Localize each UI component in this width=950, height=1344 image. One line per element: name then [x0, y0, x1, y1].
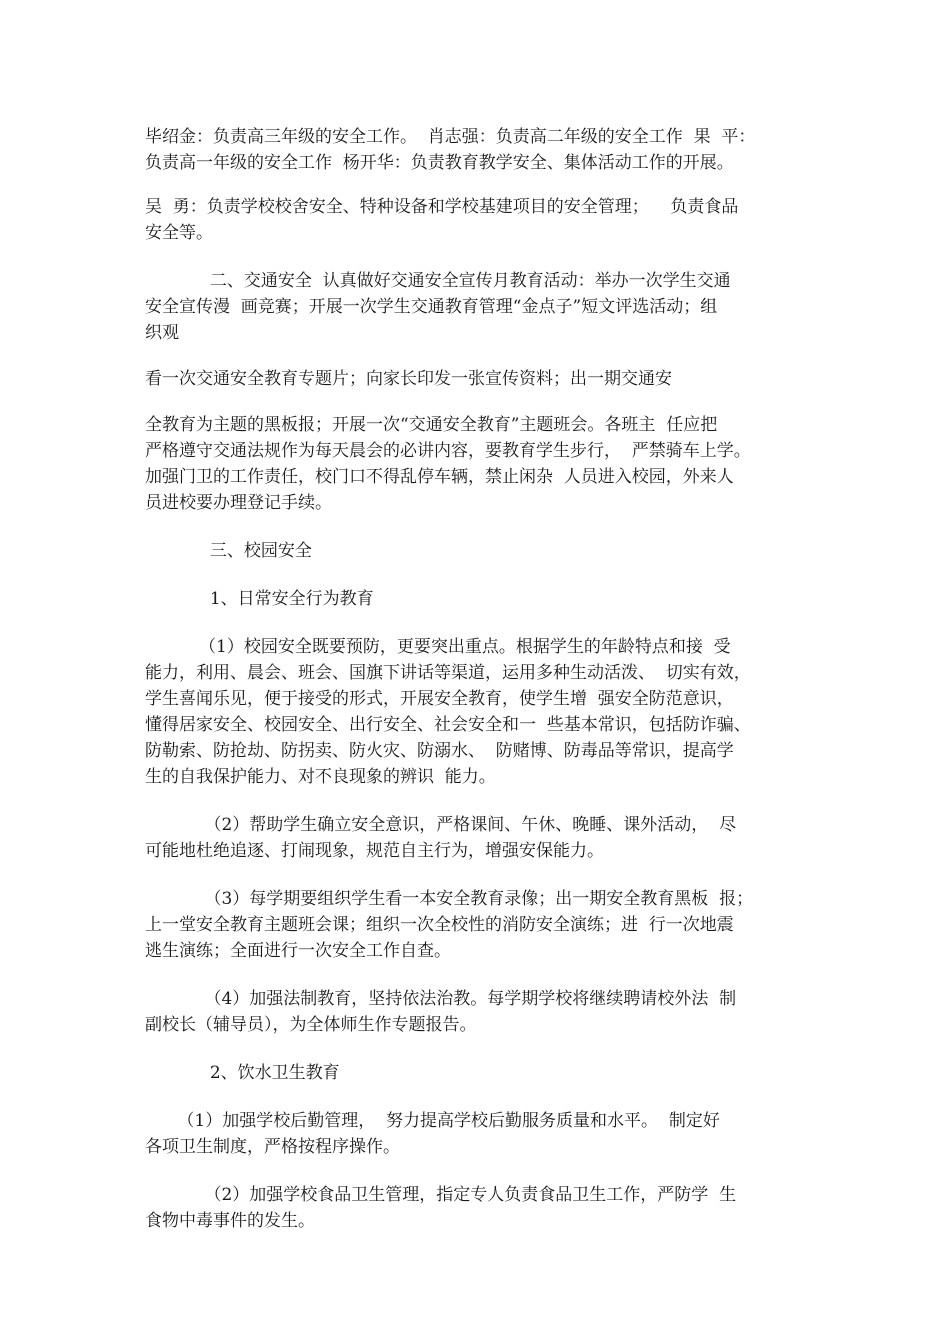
- text-line: （3）每学期要组织学生看一本安全教育录像；出一期安全教育黑板 报；: [145, 889, 754, 909]
- text-line: （4）加强法制教育，坚持依法治教。每学期学校将继续聘请校外法 制: [145, 989, 737, 1009]
- paragraph-item-3: [145, 886, 825, 964]
- text-line: 可能地杜绝追逐、打闹现象，规范自主行为，增强安保能力。: [145, 841, 604, 861]
- subsection-heading-daily-behavior: 1、日常安全行为教育: [145, 589, 374, 609]
- subsection-heading-water-hygiene: 2、饮水卫生教育: [145, 1063, 340, 1083]
- text-line: 员进校要办理登记手续。: [145, 493, 332, 513]
- text-line: 吴 勇：负责学校校舍安全、特种设备和学校基建项目的安全管理； 负责食品: [145, 197, 739, 217]
- paragraph-item-1: [145, 634, 825, 790]
- text-line: （1）校园安全既要预防，更要突出重点。根据学生的年龄特点和接 受: [145, 637, 731, 657]
- text-line: 看一次交通安全教育专题片；向家长印发一张宣传资料；出一期交通安: [145, 369, 672, 389]
- text-line: 安全等。: [145, 223, 213, 243]
- paragraph-staff-duties-1: [145, 124, 825, 176]
- text-line: 学生喜闻乐见，便于接受的形式，开展安全教育，使学生增 强安全防范意识，: [145, 689, 734, 709]
- text-line: 上一堂安全教育主题班会课；组织一次全校性的消防安全演练；进 行一次地震: [145, 915, 734, 935]
- text-line: 副校长（辅导员），为全体师生作专题报告。: [145, 1015, 477, 1035]
- text-line: 安全宣传漫 画竞赛；开展一次学生交通教育管理“金点子”短文评选活动；组: [145, 297, 718, 317]
- text-line: 食物中毒事件的发生。: [145, 1211, 315, 1231]
- text-line: 毕绍金：负责高三年级的安全工作。 肖志强：负责高二年级的安全工作 果 平：: [145, 127, 756, 147]
- text-line: （1）加强学校后勤管理， 努力提高学校后勤服务质量和水平。 制定好: [145, 1111, 720, 1131]
- text-line: 严格遵守交通法规作为每天晨会的必讲内容，要教育学生步行， 严禁骑车上学。: [145, 441, 751, 461]
- text-line: 织观: [145, 323, 179, 343]
- text-line: 懂得居家安全、校园安全、出行安全、社会安全和一 些基本常识，包括防诈骗、: [145, 715, 751, 735]
- paragraph-staff-duties-2: [145, 194, 825, 246]
- section-heading-campus: 三、校园安全: [145, 541, 312, 561]
- paragraph-item-4: [145, 986, 825, 1038]
- paragraph-hygiene-1: [145, 1108, 825, 1160]
- text-line: 能力，利用、晨会、班会、国旗下讲话等渠道，运用多种生动活泼、 切实有效，: [145, 663, 751, 683]
- text-line: （2）加强学校食品卫生管理，指定专人负责食品卫生工作，严防学 生: [145, 1185, 737, 1205]
- text-line: （2）帮助学生确立安全意识，严格课间、午休、晚睡、课外活动， 尽: [145, 815, 737, 835]
- section-heading-traffic: 二、交通安全 认真做好交通安全宣传月教育活动：举办一次学生交通: [145, 271, 731, 291]
- section-traffic-safety: [145, 268, 825, 346]
- text-line: 负责高一年级的安全工作 杨开华：负责教育教学安全、集体活动工作的开展。: [145, 153, 734, 173]
- paragraph-item-2: [145, 812, 825, 864]
- text-line: 逃生演练；全面进行一次安全工作自查。: [145, 941, 451, 961]
- paragraph-traffic-rules: [145, 412, 825, 516]
- text-line: 防勒索、防抢劫、防拐卖、防火灾、防溺水、 防赌博、防毒品等常识，提高学: [145, 741, 734, 761]
- text-line: 生的自我保护能力、对不良现象的辨识 能力。: [145, 767, 496, 787]
- text-line: 全教育为主题的黑板报；开展一次“交通安全教育”主题班会。各班主 任应把: [145, 415, 718, 435]
- text-line: 加强门卫的工作责任，校门口不得乱停车辆，禁止闲杂 人员进入校园，外来人: [145, 467, 734, 487]
- text-line: 各项卫生制度，严格按程序操作。: [145, 1137, 400, 1157]
- document-page: [145, 124, 825, 1234]
- paragraph-hygiene-2: [145, 1182, 825, 1234]
- paragraph-traffic-video: [145, 366, 825, 392]
